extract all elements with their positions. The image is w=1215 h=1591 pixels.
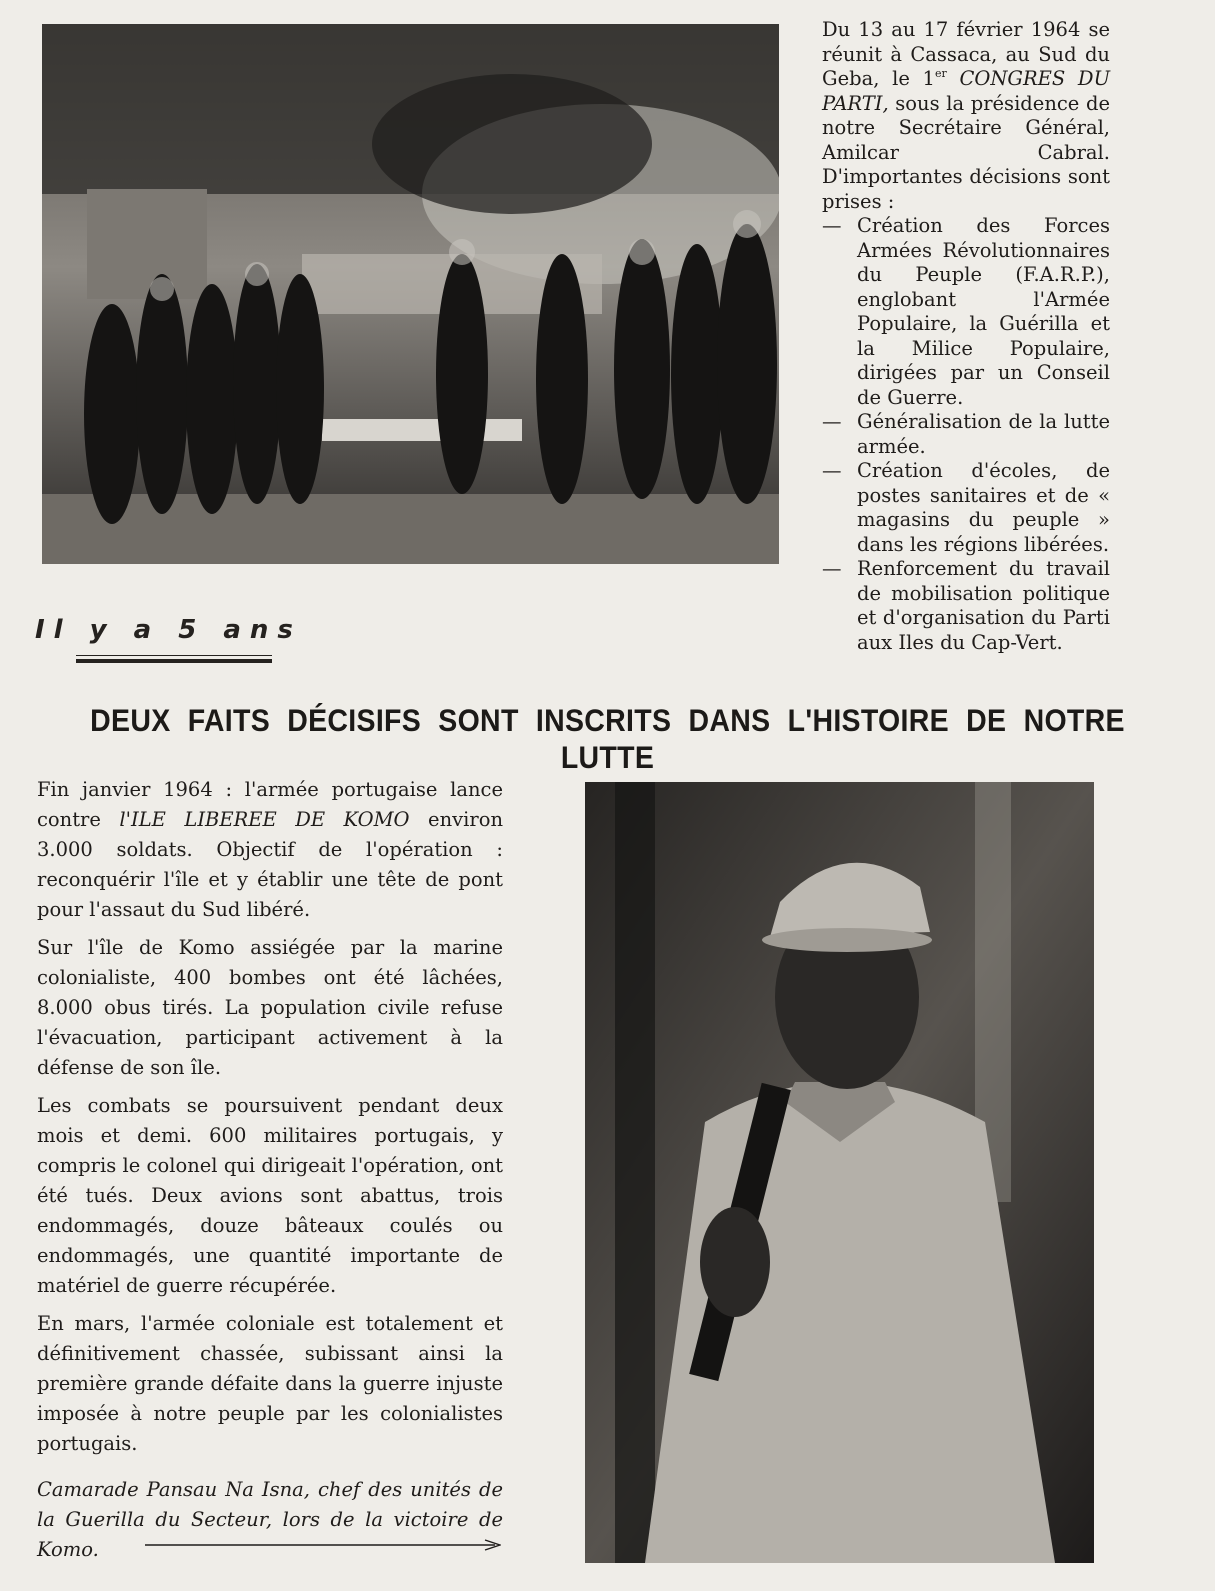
komo-article — [37, 775, 503, 1467]
article-paragraph: Fin janvier 1964 : l'armée portugaise lance contre l'ILE LIBEREE DE KOMO environ 3.000 soldats. Objectif de l'opération : reconquérir l'île et y établir une tête de pont pour l'assaut du Sud libéré. — [37, 778, 504, 921]
arrow-right-icon — [145, 1539, 501, 1551]
commander-photo-image — [585, 782, 1094, 1563]
article-paragraph: Sur l'île de Komo assiégée par la marine colonialiste, 400 bombes ont été lâchées, 8.000 obus tirés. La population civile refuse l'évacuation, participant activement à la défense de son île. — [37, 936, 503, 1079]
congress-photo — [42, 24, 779, 564]
decision-item: — Création d'écoles, de postes sanitaires et de « magasins du peuple » dans les régions libérées. — [822, 459, 1110, 556]
kicker-underline — [76, 655, 272, 665]
section-kicker: Il y a 5 ans — [35, 615, 302, 645]
article-paragraph: Les combats se poursuivent pendant deux mois et demi. 600 militaires portugais, y compris le colonel qui dirigeait l'opération, ont été tués. Deux avions sont abattus, trois endommagés, douze bâteaux coulés ou endommagés, une quantité importante de matériel de guerre récupérée. — [37, 1094, 503, 1297]
article-paragraph: En mars, l'armée coloniale est totalement et définitivement chassée, subissant ainsi la première grande défaite dans la guerre injuste imposée à notre peuple par les colonialistes portugais. — [37, 1312, 503, 1455]
decision-item: — Généralisation de la lutte armée. — [822, 410, 1110, 458]
decision-item: — Création des Forces Armées Révolutionnaires du Peuple (F.A.R.P.), englobant l'Armée Populaire, la Guérilla et la Milice Populaire, dirigées par un Conseil de Guerre. — [822, 214, 1110, 409]
decision-item: — Renforcement du travail de mobilisation politique et d'organisation du Parti aux Iles du Cap-Vert. — [822, 557, 1110, 654]
page-headline: DEUX FAITS DÉCISIFS SONT INSCRITS DANS L'HISTOIRE DE NOTRE LUTTE — [90, 703, 1125, 776]
commander-photo — [585, 782, 1094, 1563]
congress-photo-image — [42, 24, 779, 564]
photo-caption: Camarade Pansau Na Isna, chef des unités de la Guerilla du Secteur, lors de la victoire de Komo. — [37, 1478, 503, 1561]
congress-summary — [822, 18, 1110, 655]
decision-list — [822, 214, 1110, 655]
congress-intro: Du 13 au 17 février 1964 se réunit à Cassaca, au Sud du Geba, le 1er CONGRES DU PARTI, sous la présidence de notre Secrétaire Général, Amilcar Cabral. D'importantes décisions sont prises : — [822, 18, 1111, 213]
